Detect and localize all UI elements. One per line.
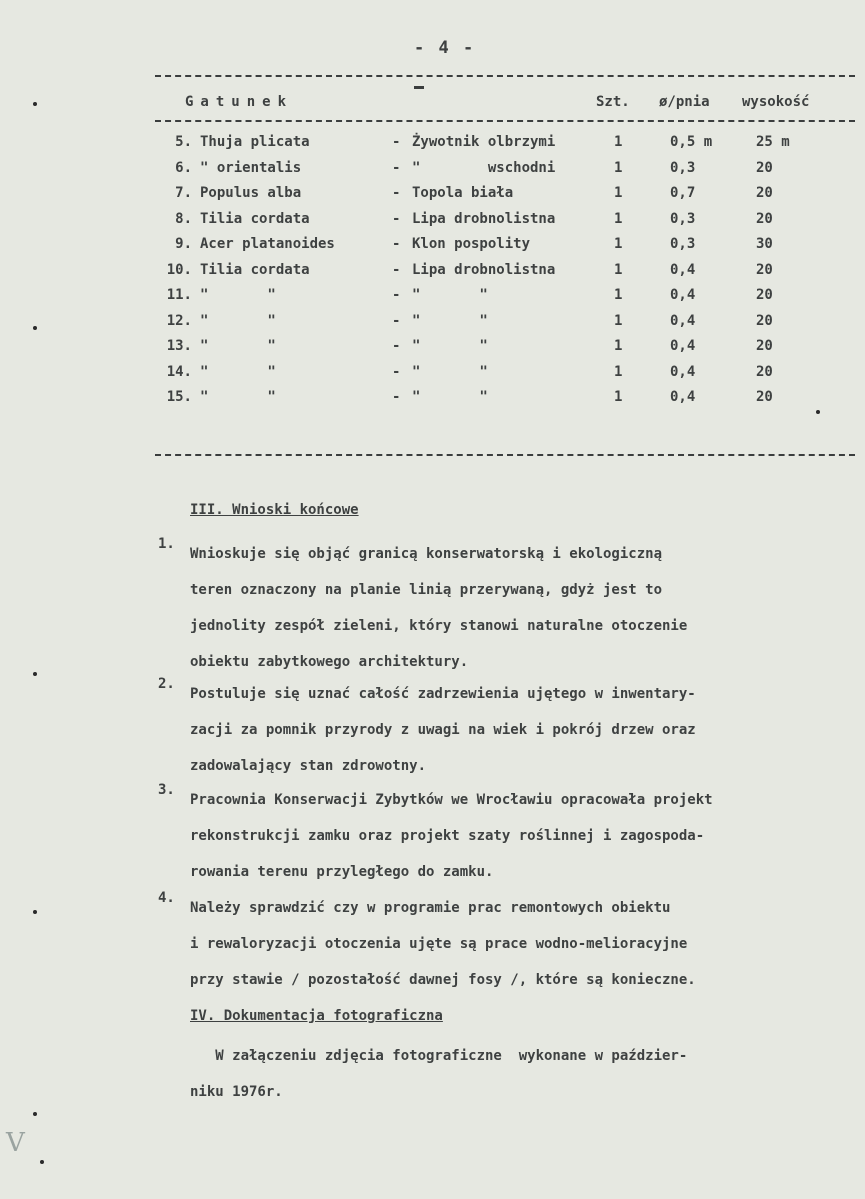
section-4-title: IV. Dokumentacja fotograficzna xyxy=(190,1008,443,1024)
diameter: 0,3 xyxy=(670,210,696,227)
row-dash: - xyxy=(392,287,401,303)
conclusion-1 xyxy=(190,536,850,680)
row-dash: - xyxy=(392,338,401,354)
latin-name: Tilia cordata xyxy=(200,210,310,227)
table-row xyxy=(0,364,865,390)
row-dash: - xyxy=(392,261,401,278)
text-line: Pracownia Konserwacji Zybytków we Wrocławiu opracowała projekt xyxy=(190,792,713,808)
polish-name: " " xyxy=(412,338,488,354)
row-number: 11. xyxy=(166,287,192,303)
item-number: 2. xyxy=(158,676,175,692)
text-line: jednolity zespół zieleni, który stanowi naturalne otoczenie xyxy=(190,618,688,634)
header-wysokosc: wysokość xyxy=(742,94,810,110)
table-row xyxy=(0,389,865,415)
tree-table xyxy=(0,134,865,415)
diameter: 0,4 xyxy=(670,287,696,303)
latin-name: " " xyxy=(200,363,276,380)
diameter: 0,4 xyxy=(670,312,696,329)
row-number: 15. xyxy=(166,389,192,405)
diameter: 0,4 xyxy=(670,363,696,380)
height: 30 xyxy=(756,236,773,252)
height: 20 xyxy=(756,261,773,278)
height: 20 xyxy=(756,338,773,354)
text-line: obiektu zabytkowego architektury. xyxy=(190,654,469,670)
text-line: zadowalający stan zdrowotny. xyxy=(190,758,427,774)
table-row xyxy=(0,160,865,186)
text-line: niku 1976r. xyxy=(190,1084,283,1100)
header-pnia: ø/pnia xyxy=(659,94,710,110)
punch-dot xyxy=(33,326,37,330)
polish-name: Topola biała xyxy=(412,185,514,201)
row-number: 8. xyxy=(175,210,192,227)
text-line: rowania terenu przyległego do zamku. xyxy=(190,864,494,880)
count: 1 xyxy=(614,159,623,176)
item-number: 4. xyxy=(158,890,175,906)
latin-name: " " xyxy=(200,389,276,405)
height: 20 xyxy=(756,389,773,405)
count: 1 xyxy=(614,338,623,354)
row-dash: - xyxy=(392,236,401,252)
diameter: 0,4 xyxy=(670,261,696,278)
count: 1 xyxy=(614,389,623,405)
punch-dot xyxy=(40,1160,44,1164)
latin-name: Acer platanoides xyxy=(200,236,335,252)
count: 1 xyxy=(614,287,623,303)
table-row xyxy=(0,211,865,237)
item-number: 1. xyxy=(158,536,175,552)
row-dash: - xyxy=(392,185,401,201)
latin-name: " " xyxy=(200,338,276,354)
table-header-rule xyxy=(155,120,855,122)
count: 1 xyxy=(614,261,623,278)
photo-documentation-text xyxy=(190,1038,850,1110)
height: 25 m xyxy=(756,134,790,150)
height: 20 xyxy=(756,210,773,227)
text-line: teren oznaczony na planie linią przerywaną, gdyż jest to xyxy=(190,582,663,598)
height: 20 xyxy=(756,287,773,303)
section-3-title: III. Wnioski końcowe xyxy=(190,502,359,518)
table-row xyxy=(0,338,865,364)
punch-dot xyxy=(33,910,37,914)
conclusion-3 xyxy=(190,782,850,890)
header-gatunek: Gatunek xyxy=(185,94,294,110)
row-dash: - xyxy=(392,312,401,329)
polish-name: " " xyxy=(412,312,488,329)
row-number: 5. xyxy=(175,134,192,150)
text-line: Należy sprawdzić czy w programie prac remontowych obiektu xyxy=(190,900,671,916)
diameter: 0,5 m xyxy=(670,134,713,150)
row-number: 7. xyxy=(175,185,192,201)
margin-check-mark: V xyxy=(6,1128,25,1158)
diameter: 0,3 xyxy=(670,159,696,176)
row-dash: - xyxy=(392,159,401,176)
polish-name: Żywotnik olbrzymi xyxy=(412,134,556,150)
stray-dot xyxy=(816,410,820,414)
row-dash: - xyxy=(392,210,401,227)
latin-name: Tilia cordata xyxy=(200,261,310,278)
polish-name: " " xyxy=(412,287,488,303)
count: 1 xyxy=(614,236,623,252)
text-line: i rewaloryzacji otoczenia ujęte są prace wodno-melioracyjne xyxy=(190,936,688,952)
table-row xyxy=(0,185,865,211)
latin-name: " " xyxy=(200,287,276,303)
text-line: Wnioskuje się objąć granicą konserwatorską i ekologiczną xyxy=(190,546,663,562)
conclusion-2 xyxy=(190,676,850,784)
diameter: 0,7 xyxy=(670,185,696,201)
row-dash: - xyxy=(392,134,401,150)
text-line: przy stawie / pozostałość dawnej fosy /, które są konieczne. xyxy=(190,972,696,988)
punch-dot xyxy=(33,672,37,676)
row-number: 12. xyxy=(166,312,192,329)
row-dash: - xyxy=(392,363,401,380)
row-number: 13. xyxy=(166,338,192,354)
text-line: rekonstrukcji zamku oraz projekt szaty roślinnej i zagospoda- xyxy=(190,828,705,844)
latin-name: " " xyxy=(200,312,276,329)
polish-name: " wschodni xyxy=(412,159,556,176)
table-row xyxy=(0,236,865,262)
table-row xyxy=(0,313,865,339)
table-row xyxy=(0,134,865,160)
diameter: 0,4 xyxy=(670,389,696,405)
diameter: 0,3 xyxy=(670,236,696,252)
row-number: 14. xyxy=(166,363,192,380)
table-top-rule xyxy=(155,75,855,77)
count: 1 xyxy=(614,312,623,329)
punch-dot xyxy=(33,1112,37,1116)
item-number: 3. xyxy=(158,782,175,798)
height: 20 xyxy=(756,159,773,176)
polish-name: " " xyxy=(412,389,488,405)
count: 1 xyxy=(614,210,623,227)
page-number: - 4 - xyxy=(414,38,476,58)
table-bottom-rule xyxy=(155,454,855,456)
polish-name: Lipa drobnolistna xyxy=(412,210,556,227)
text-line: zacji za pomnik przyrody z uwagi na wiek i pokrój drzew oraz xyxy=(190,722,696,738)
polish-name: Lipa drobnolistna xyxy=(412,261,556,278)
row-number: 9. xyxy=(175,236,192,252)
text-line: Postuluje się uznać całość zadrzewienia ujętego w inwentary- xyxy=(190,686,696,702)
punch-dot xyxy=(33,102,37,106)
header-szt: Szt. xyxy=(596,94,630,110)
latin-name: Thuja plicata xyxy=(200,134,310,150)
latin-name: " orientalis xyxy=(200,159,302,176)
row-number: 10. xyxy=(166,261,192,278)
table-row xyxy=(0,262,865,288)
conclusion-4 xyxy=(190,890,850,998)
count: 1 xyxy=(614,185,623,201)
row-dash: - xyxy=(392,389,401,405)
row-number: 6. xyxy=(175,159,192,176)
polish-name: Klon pospolity xyxy=(412,236,531,252)
polish-name: " " xyxy=(412,363,488,380)
height: 20 xyxy=(756,312,773,329)
count: 1 xyxy=(614,134,623,150)
height: 20 xyxy=(756,185,773,201)
count: 1 xyxy=(614,363,623,380)
text-line: W załączeniu zdjęcia fotograficzne wykonane w paździer- xyxy=(190,1048,688,1064)
height: 20 xyxy=(756,363,773,380)
latin-name: Populus alba xyxy=(200,185,302,201)
table-row xyxy=(0,287,865,313)
header-tick-mark xyxy=(414,86,424,89)
diameter: 0,4 xyxy=(670,338,696,354)
